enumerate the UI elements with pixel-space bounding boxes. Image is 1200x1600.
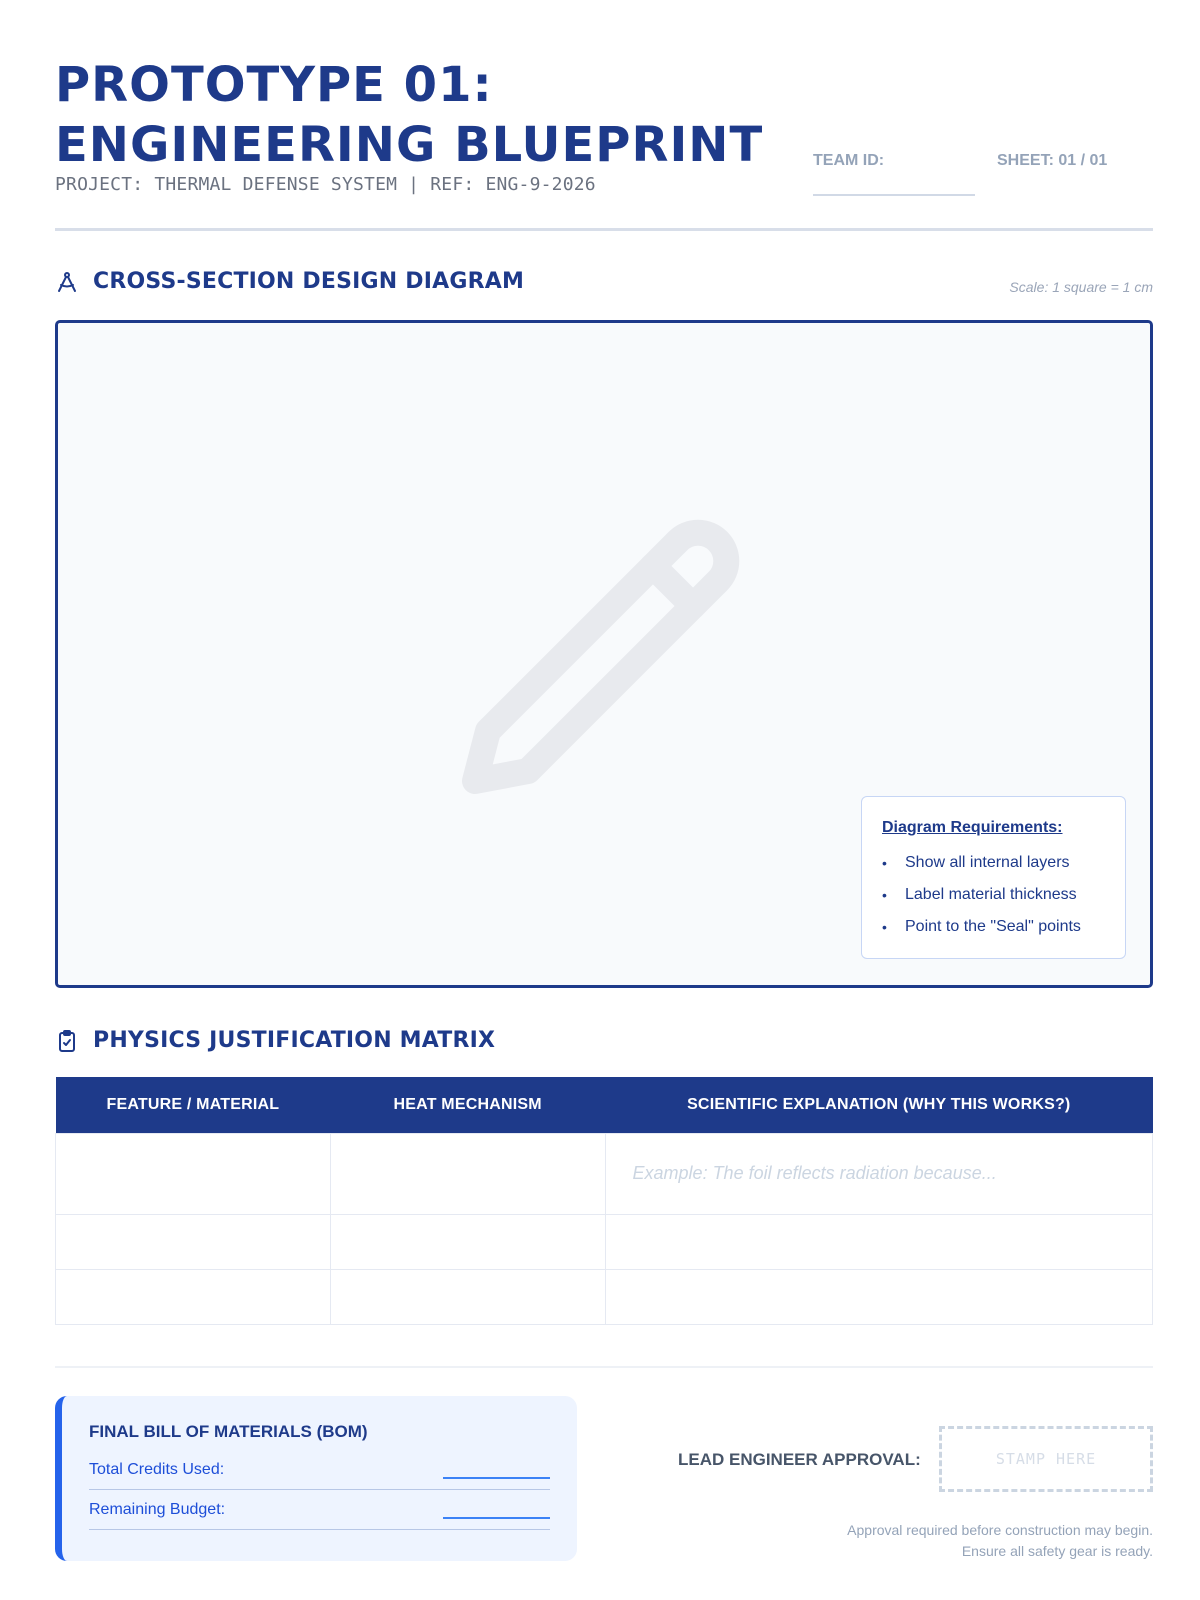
title-line-1: PROTOTYPE 01: bbox=[55, 57, 493, 113]
footer-divider bbox=[55, 1366, 1153, 1368]
title-line-2: ENGINEERING BLUEPRINT bbox=[55, 117, 764, 173]
table-header-row bbox=[56, 1077, 1153, 1133]
requirement-item: • Label material thickness bbox=[882, 879, 1105, 911]
clipboard-check-icon bbox=[55, 1029, 79, 1053]
mechanism-cell[interactable] bbox=[330, 1133, 605, 1214]
explanation-cell[interactable]: Example: The foil reflects radiation because... bbox=[605, 1133, 1152, 1214]
diagram-requirements-box bbox=[861, 796, 1126, 959]
page-title bbox=[55, 55, 795, 175]
mechanism-cell[interactable] bbox=[330, 1214, 605, 1269]
requirements-title: Diagram Requirements: bbox=[882, 819, 1063, 836]
column-header-mechanism: HEAT MECHANISM bbox=[330, 1077, 605, 1133]
bom-row-label: Remaining Budget: bbox=[89, 1500, 226, 1518]
bill-of-materials-card bbox=[55, 1396, 577, 1561]
explanation-cell[interactable] bbox=[605, 1269, 1152, 1324]
diagram-section-heading bbox=[55, 269, 524, 294]
drafting-compass-icon bbox=[55, 270, 79, 294]
approval-note bbox=[847, 1520, 1153, 1562]
project-subtitle: PROJECT: THERMAL DEFENSE SYSTEM | REF: ENG-9-2026 bbox=[55, 174, 596, 195]
approval-note-line-1: Approval required before construction may begin. bbox=[847, 1522, 1153, 1538]
explanation-cell[interactable] bbox=[605, 1214, 1152, 1269]
pencil-icon bbox=[453, 503, 753, 808]
bom-row-remaining-budget bbox=[89, 1490, 550, 1530]
stamp-placeholder: STAMP HERE bbox=[995, 1450, 1097, 1468]
feature-cell[interactable] bbox=[56, 1133, 331, 1214]
column-header-explanation: SCIENTIFIC EXPLANATION (WHY THIS WORKS?) bbox=[605, 1077, 1152, 1133]
scale-note: Scale: 1 square = 1 cm bbox=[1009, 279, 1153, 295]
column-header-feature: FEATURE / MATERIAL bbox=[56, 1077, 331, 1133]
team-id-field[interactable] bbox=[813, 152, 975, 196]
matrix-section-heading bbox=[55, 1028, 495, 1053]
table-row bbox=[56, 1269, 1153, 1324]
requirements-list bbox=[882, 847, 1105, 943]
diagram-section-title: CROSS-SECTION DESIGN DIAGRAM bbox=[93, 269, 525, 294]
matrix-section-title: PHYSICS JUSTIFICATION MATRIX bbox=[93, 1028, 496, 1053]
physics-justification-table bbox=[55, 1077, 1153, 1325]
table-row bbox=[56, 1133, 1153, 1214]
stamp-box[interactable] bbox=[939, 1426, 1153, 1492]
feature-cell[interactable] bbox=[56, 1269, 331, 1324]
approval-note-line-2: Ensure all safety gear is ready. bbox=[961, 1543, 1153, 1559]
bom-title: FINAL BILL OF MATERIALS (BOM) bbox=[89, 1422, 368, 1441]
header-divider bbox=[55, 228, 1153, 231]
bom-row-label: Total Credits Used: bbox=[89, 1460, 225, 1478]
requirement-item: • Point to the "Seal" points bbox=[882, 911, 1105, 943]
bom-row-total-credits bbox=[89, 1450, 550, 1490]
feature-cell[interactable] bbox=[56, 1214, 331, 1269]
table-row bbox=[56, 1214, 1153, 1269]
requirement-item: • Show all internal layers bbox=[882, 847, 1105, 879]
mechanism-cell[interactable] bbox=[330, 1269, 605, 1324]
worksheet-page bbox=[55, 0, 1153, 1600]
team-id-label: TEAM ID: bbox=[813, 152, 885, 169]
approval-label: LEAD ENGINEER APPROVAL: bbox=[678, 1450, 921, 1469]
total-credits-field[interactable] bbox=[443, 1477, 550, 1479]
sheet-number: SHEET: 01 / 01 bbox=[997, 152, 1108, 169]
diagram-drawing-area[interactable] bbox=[55, 320, 1153, 988]
remaining-budget-field[interactable] bbox=[443, 1517, 550, 1519]
